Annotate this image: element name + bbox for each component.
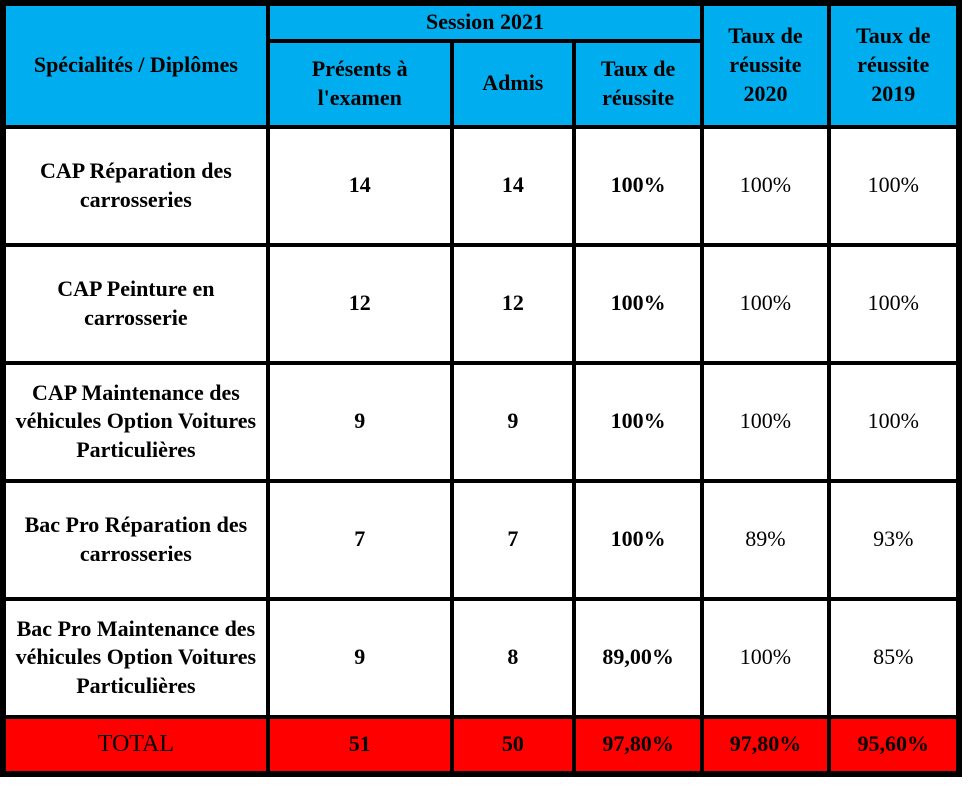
table-row <box>3 481 959 599</box>
row-label: Bac Pro Réparation des carrosseries <box>3 481 268 599</box>
taux-2020-value: 100% <box>702 599 828 717</box>
presents-value: 12 <box>268 245 452 363</box>
taux-2021-value: 100% <box>574 363 702 481</box>
admis-value: 7 <box>452 481 574 599</box>
header-row-top <box>3 3 959 41</box>
taux-2021-value: 100% <box>574 245 702 363</box>
row-label: CAP Maintenance des véhicules Option Voitures Particulières <box>3 363 268 481</box>
row-label: CAP Peinture en carrosserie <box>3 245 268 363</box>
taux-2020-value: 100% <box>702 245 828 363</box>
col-header-admis: Admis <box>452 41 574 127</box>
admis-value: 14 <box>452 127 574 245</box>
taux-2019-value: 85% <box>829 599 959 717</box>
admis-value: 8 <box>452 599 574 717</box>
presents-value: 9 <box>268 599 452 717</box>
taux-2021-value: 100% <box>574 481 702 599</box>
col-header-taux-reussite-2019: Taux de réussite 2019 <box>829 3 959 127</box>
admis-value: 12 <box>452 245 574 363</box>
taux-2020-value: 100% <box>702 363 828 481</box>
col-header-taux-reussite-2020: Taux de réussite 2020 <box>702 3 828 127</box>
total-taux-2020-value: 97,80% <box>702 717 828 774</box>
taux-2021-value: 100% <box>574 127 702 245</box>
table-row <box>3 127 959 245</box>
table-row <box>3 599 959 717</box>
presents-value: 14 <box>268 127 452 245</box>
row-label: CAP Réparation des carrosseries <box>3 127 268 245</box>
taux-2020-value: 100% <box>702 127 828 245</box>
taux-2019-value: 93% <box>829 481 959 599</box>
taux-2019-value: 100% <box>829 363 959 481</box>
total-admis-value: 50 <box>452 717 574 774</box>
total-label: TOTAL <box>3 717 268 774</box>
col-header-presents-examen: Présents à l'examen <box>268 41 452 127</box>
total-row <box>3 717 959 774</box>
taux-2020-value: 89% <box>702 481 828 599</box>
table-row <box>3 363 959 481</box>
total-taux-2021-value: 97,80% <box>574 717 702 774</box>
total-presents-value: 51 <box>268 717 452 774</box>
col-header-session-2021: Session 2021 <box>268 3 703 41</box>
taux-2019-value: 100% <box>829 127 959 245</box>
presents-value: 9 <box>268 363 452 481</box>
taux-2021-value: 89,00% <box>574 599 702 717</box>
col-header-specialites-diplomes: Spécialités / Diplômes <box>3 3 268 127</box>
taux-2019-value: 100% <box>829 245 959 363</box>
table-row <box>3 245 959 363</box>
col-header-taux-reussite: Taux de réussite <box>574 41 702 127</box>
admis-value: 9 <box>452 363 574 481</box>
presents-value: 7 <box>268 481 452 599</box>
row-label: Bac Pro Maintenance des véhicules Option Voitures Particulières <box>3 599 268 717</box>
total-taux-2019-value: 95,60% <box>829 717 959 774</box>
